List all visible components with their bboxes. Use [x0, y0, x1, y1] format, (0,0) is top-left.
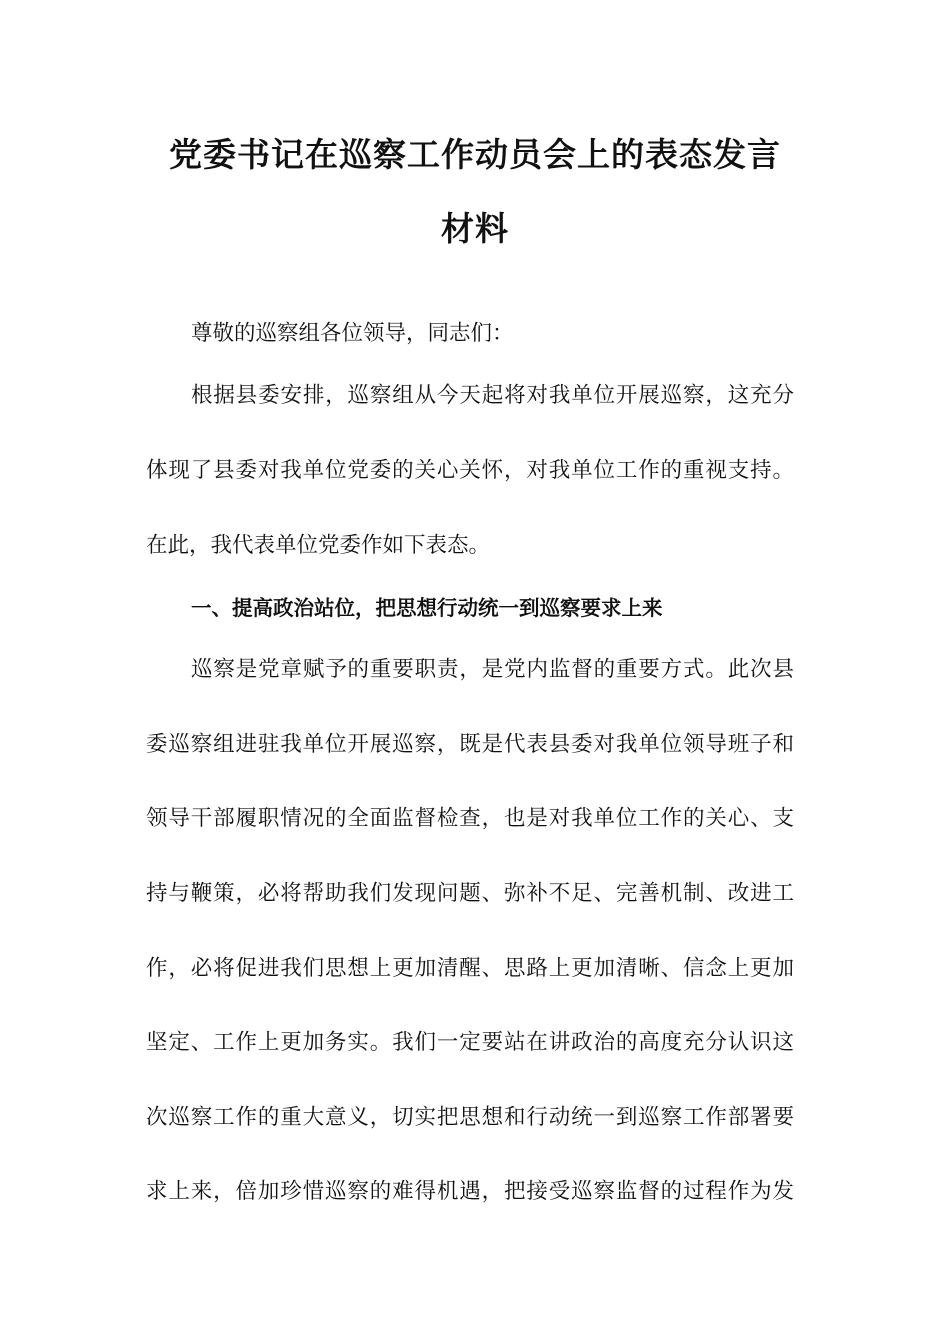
- paragraph1-line-3: 在此，我代表单位党委作如下表态。: [146, 533, 491, 558]
- paragraph2-line-1: 巡察是党章赋予的重要职责，是党内监督的重要方式。此次县: [191, 657, 794, 682]
- document-title-line-2: 材料: [441, 209, 509, 248]
- paragraph1-line-1: 根据县委安排，巡察组从今天起将对我单位开展巡察，这充分: [191, 383, 794, 408]
- paragraph2-line-4: 持与鞭策，必将帮助我们发现问题、弥补不足、完善机制、改进工: [146, 881, 794, 906]
- paragraph2-line-8: 求上来，倍加珍惜巡察的难得机遇，把接受巡察监督的过程作为发: [146, 1179, 794, 1204]
- paragraph2-line-7: 次巡察工作的重大意义，切实把思想和行动统一到巡察工作部署要: [146, 1105, 794, 1130]
- document-title-line-1: 党委书记在巡察工作动员会上的表态发言: [169, 135, 781, 174]
- paragraph2-line-6: 坚定、工作上更加务实。我们一定要站在讲政治的高度充分认识这: [146, 1030, 794, 1055]
- salutation: 尊敬的巡察组各位领导，同志们：: [191, 321, 514, 346]
- paragraph2-line-3: 领导干部履职情况的全面监督检查，也是对我单位工作的关心、支: [146, 806, 794, 831]
- paragraph2-line-2: 委巡察组进驻我单位开展巡察，既是代表县委对我单位领导班子和: [146, 732, 794, 757]
- section-heading-1: 一、提高政治站位，把思想行动统一到巡察要求上来: [191, 596, 663, 620]
- paragraph1-line-2: 体现了县委对我单位党委的关心关怀，对我单位工作的重视支持。: [146, 458, 794, 483]
- paragraph2-line-5: 作，必将促进我们思想上更加清醒、思路上更加清晰、信念上更加: [146, 956, 794, 981]
